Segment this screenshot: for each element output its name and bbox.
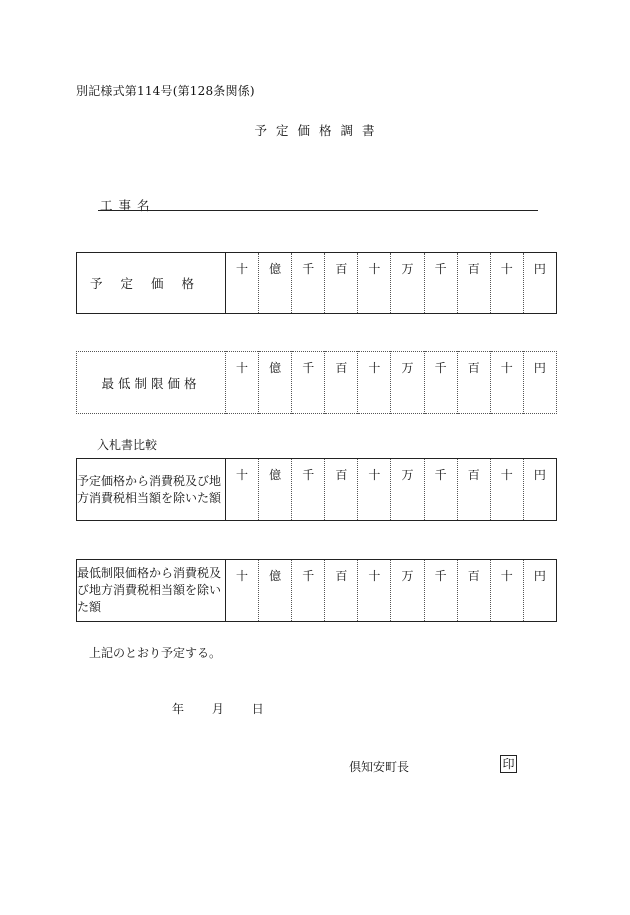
month-label: 月: [211, 702, 224, 716]
unit-cell: 千: [292, 253, 325, 314]
unit-cell: 百: [457, 253, 490, 314]
unit-cell: 十: [358, 352, 391, 414]
unit-cell: 百: [325, 560, 358, 622]
unit-cell: 千: [292, 352, 325, 414]
unit-cell: 円: [523, 253, 556, 314]
work-name-underline: [98, 210, 538, 211]
unit-cell: 十: [358, 459, 391, 521]
minimum-price-table: [76, 351, 557, 414]
unit-cell: 十: [490, 560, 523, 622]
unit-cell: 十: [226, 459, 259, 521]
unit-cell: 千: [424, 560, 457, 622]
unit-cell: 十: [358, 253, 391, 314]
unit-cell: 万: [391, 459, 424, 521]
signer-title: 倶知安町長: [349, 760, 410, 774]
unit-cell: 百: [457, 352, 490, 414]
unit-cell: 百: [457, 459, 490, 521]
unit-cell: 万: [391, 352, 424, 414]
unit-cell: 億: [259, 352, 292, 414]
unit-cell: 百: [325, 253, 358, 314]
seal-stamp-box: 印: [500, 755, 517, 773]
unit-cell: 百: [325, 459, 358, 521]
unit-cell: 百: [457, 560, 490, 622]
table-label: 最低制限価格から消費税及び地方消費税相当額を除いた額: [77, 566, 222, 614]
unit-cell: 円: [523, 560, 556, 622]
unit-cell: 百: [325, 352, 358, 414]
unit-cell: 千: [424, 253, 457, 314]
minimum-price-excl-tax-table: [76, 559, 557, 622]
work-name-label: 工事名: [100, 198, 156, 213]
unit-cell: 万: [391, 560, 424, 622]
table-label: 予定価格から消費税及び地方消費税相当額を除いた額: [77, 473, 222, 505]
unit-cell: 円: [523, 459, 556, 521]
unit-cell: 十: [226, 352, 259, 414]
unit-cell: 十: [490, 459, 523, 521]
unit-cell: 十: [490, 352, 523, 414]
table-label: 予定価格: [89, 276, 212, 291]
unit-cell: 千: [424, 352, 457, 414]
unit-cell: 十: [226, 253, 259, 314]
unit-cell: 千: [292, 560, 325, 622]
day-label: 日: [251, 702, 264, 716]
unit-cell: 千: [292, 459, 325, 521]
unit-cell: 十: [358, 560, 391, 622]
unit-cell: 億: [259, 253, 292, 314]
document-title: 予定価格調書: [254, 123, 384, 138]
unit-cell: 十: [226, 560, 259, 622]
form-number: 別記様式第114号(第128条関係): [76, 84, 255, 98]
unit-cell: 十: [490, 253, 523, 314]
planned-price-excl-tax-table: [76, 458, 557, 521]
year-label: 年: [172, 702, 185, 716]
unit-cell: 千: [424, 459, 457, 521]
unit-cell: 万: [391, 253, 424, 314]
unit-cell: 億: [259, 560, 292, 622]
closing-statement: 上記のとおり予定する。: [89, 646, 222, 660]
unit-cell: 円: [523, 352, 556, 414]
unit-cell: 億: [259, 459, 292, 521]
bid-comparison-label: 入札書比較: [97, 438, 158, 452]
planned-price-table: [76, 252, 557, 314]
date-line: [172, 700, 264, 717]
table-label: 最低制限価格: [101, 375, 201, 391]
